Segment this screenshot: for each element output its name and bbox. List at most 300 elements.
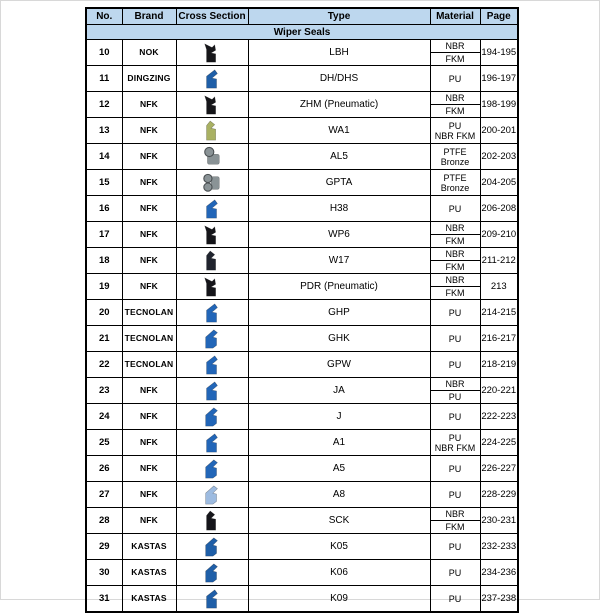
cell-page xyxy=(480,300,518,326)
material-value: PU xyxy=(448,359,462,370)
page-range: 200-201 xyxy=(481,125,517,136)
cell-type xyxy=(248,326,430,352)
seal-cross-section-icon xyxy=(177,326,248,351)
page-range: 237-238 xyxy=(481,593,517,604)
row-number: 29 xyxy=(98,541,110,552)
cell-cross-section xyxy=(176,586,248,613)
material-value: Bronze xyxy=(440,156,470,167)
cell-type xyxy=(248,144,430,170)
cell-brand xyxy=(122,508,176,534)
cell-no xyxy=(86,534,122,560)
material-value: NBR xyxy=(445,249,465,259)
cell-cross-section xyxy=(176,40,248,66)
row-number: 19 xyxy=(98,281,110,292)
type-label: W17 xyxy=(328,255,350,266)
cell-material xyxy=(430,482,480,508)
wiper-seals-table xyxy=(85,7,519,613)
type-label: AL5 xyxy=(330,151,348,162)
cell-cross-section xyxy=(176,326,248,352)
material-value: PU xyxy=(448,333,462,344)
cell-page xyxy=(480,326,518,352)
cell-no xyxy=(86,482,122,508)
type-label: A5 xyxy=(332,463,346,474)
cell-page xyxy=(480,92,518,118)
table-row xyxy=(86,118,518,144)
type-label: K05 xyxy=(330,541,348,552)
cell-material xyxy=(430,40,480,66)
cell-type xyxy=(248,300,430,326)
cell-cross-section xyxy=(176,352,248,378)
page-range: 198-199 xyxy=(481,99,517,110)
cell-type xyxy=(248,170,430,196)
seal-cross-section-icon xyxy=(177,560,248,585)
cell-page xyxy=(480,482,518,508)
row-number: 27 xyxy=(98,489,110,500)
cell-cross-section xyxy=(176,274,248,300)
cell-brand xyxy=(122,404,176,430)
cell-no xyxy=(86,560,122,586)
cell-no xyxy=(86,66,122,92)
material-split-cell xyxy=(431,508,480,533)
material-value: FKM xyxy=(431,234,480,247)
material-value: PU xyxy=(431,390,480,403)
type-label: DH/DHS xyxy=(319,73,359,84)
material-value: NBR xyxy=(445,223,465,233)
cell-cross-section xyxy=(176,248,248,274)
cell-page xyxy=(480,560,518,586)
material-value: PU xyxy=(448,541,462,552)
cell-cross-section xyxy=(176,508,248,534)
cell-type xyxy=(248,560,430,586)
cell-no xyxy=(86,144,122,170)
seal-cross-section-icon xyxy=(177,248,248,273)
seal-cross-section-icon xyxy=(177,482,248,507)
cell-type xyxy=(248,40,430,66)
row-number: 17 xyxy=(98,229,110,240)
cell-no xyxy=(86,196,122,222)
cell-type xyxy=(248,456,430,482)
cell-material xyxy=(430,430,480,456)
material-cell xyxy=(431,430,480,455)
type-label: GHK xyxy=(328,333,350,344)
row-number: 25 xyxy=(98,437,110,448)
cell-no xyxy=(86,248,122,274)
brand-label: NFK xyxy=(139,99,159,109)
material-value: NBR xyxy=(445,93,465,103)
cell-page xyxy=(480,40,518,66)
page-range: 209-210 xyxy=(481,229,517,240)
cell-page xyxy=(480,508,518,534)
cell-material xyxy=(430,456,480,482)
table-row xyxy=(86,482,518,508)
material-cell xyxy=(431,118,480,143)
table-row xyxy=(86,196,518,222)
page-range: 213 xyxy=(490,281,507,292)
row-number: 28 xyxy=(98,515,110,526)
cell-no xyxy=(86,456,122,482)
type-label: A1 xyxy=(332,437,346,448)
seal-cross-section-icon xyxy=(177,378,248,403)
cell-material xyxy=(430,118,480,144)
page-range: 214-215 xyxy=(481,307,517,318)
type-label: JA xyxy=(333,385,345,396)
cell-cross-section xyxy=(176,170,248,196)
cell-material xyxy=(430,274,480,300)
material-value: NBR FKM xyxy=(434,442,476,453)
table-row xyxy=(86,456,518,482)
cell-no xyxy=(86,222,122,248)
table-row xyxy=(86,352,518,378)
brand-label: NFK xyxy=(139,255,159,265)
material-cell xyxy=(431,300,480,325)
cell-type xyxy=(248,66,430,92)
row-number: 18 xyxy=(98,255,110,266)
page-range: 234-236 xyxy=(481,567,517,578)
material-cell xyxy=(431,196,480,221)
material-value: PTFE xyxy=(443,146,467,157)
row-number: 10 xyxy=(98,47,110,58)
seal-cross-section-icon xyxy=(177,118,248,143)
cell-brand xyxy=(122,196,176,222)
seal-cross-section-icon xyxy=(177,222,248,247)
row-number: 24 xyxy=(98,411,110,422)
cell-brand xyxy=(122,248,176,274)
cell-cross-section xyxy=(176,144,248,170)
cell-cross-section xyxy=(176,404,248,430)
cell-brand xyxy=(122,378,176,404)
cell-type xyxy=(248,586,430,613)
table-row xyxy=(86,300,518,326)
table-row xyxy=(86,404,518,430)
seal-cross-section-icon xyxy=(177,352,248,377)
material-value: PU xyxy=(448,567,462,578)
row-number: 23 xyxy=(98,385,110,396)
cell-no xyxy=(86,378,122,404)
brand-label: KASTAS xyxy=(131,593,167,603)
cell-brand xyxy=(122,118,176,144)
cell-type xyxy=(248,196,430,222)
column-header-no: No. xyxy=(86,8,122,25)
material-split-cell xyxy=(431,222,480,247)
row-number: 31 xyxy=(98,593,110,604)
cell-no xyxy=(86,508,122,534)
material-value: Bronze xyxy=(440,182,470,193)
cell-page xyxy=(480,534,518,560)
cell-brand xyxy=(122,534,176,560)
brand-label: DINGZING xyxy=(127,73,171,83)
cell-no xyxy=(86,92,122,118)
material-value: PU xyxy=(448,307,462,318)
cell-no xyxy=(86,274,122,300)
cell-material xyxy=(430,66,480,92)
type-label: SCK xyxy=(328,515,350,526)
cell-no xyxy=(86,300,122,326)
cell-page xyxy=(480,586,518,613)
cell-brand xyxy=(122,326,176,352)
cell-material xyxy=(430,378,480,404)
brand-label: NFK xyxy=(139,203,159,213)
page-range: 204-205 xyxy=(481,177,517,188)
type-label: LBH xyxy=(329,47,349,58)
cell-page xyxy=(480,378,518,404)
cell-cross-section xyxy=(176,378,248,404)
table-header xyxy=(86,8,518,40)
cell-material xyxy=(430,560,480,586)
brand-label: NFK xyxy=(139,281,159,291)
cell-brand xyxy=(122,430,176,456)
cell-brand xyxy=(122,144,176,170)
cell-brand xyxy=(122,586,176,613)
cell-page xyxy=(480,248,518,274)
material-value: PU xyxy=(448,593,462,604)
seal-cross-section-icon xyxy=(177,508,248,533)
cell-type xyxy=(248,404,430,430)
material-split-cell xyxy=(431,92,480,117)
cell-brand xyxy=(122,40,176,66)
cell-page xyxy=(480,170,518,196)
cell-brand xyxy=(122,222,176,248)
brand-label: NFK xyxy=(139,515,159,525)
cell-material xyxy=(430,92,480,118)
row-number: 20 xyxy=(98,307,110,318)
material-cell xyxy=(431,144,480,169)
cell-no xyxy=(86,586,122,613)
table-row xyxy=(86,40,518,66)
brand-label: NOK xyxy=(139,47,159,57)
type-label: K06 xyxy=(330,567,348,578)
cell-brand xyxy=(122,274,176,300)
material-cell xyxy=(431,326,480,351)
cell-type xyxy=(248,508,430,534)
material-value: FKM xyxy=(431,520,480,533)
seal-cross-section-icon xyxy=(177,170,248,195)
table-row xyxy=(86,508,518,534)
cell-page xyxy=(480,404,518,430)
cell-material xyxy=(430,404,480,430)
page-range: 218-219 xyxy=(481,359,517,370)
material-value: NBR xyxy=(445,379,465,389)
cell-type xyxy=(248,534,430,560)
type-label: K09 xyxy=(330,593,348,604)
table-row xyxy=(86,66,518,92)
material-value: PU xyxy=(448,120,462,131)
material-value: PU xyxy=(448,463,462,474)
page-range: 224-225 xyxy=(481,437,517,448)
type-label: GPTA xyxy=(325,177,353,188)
page-range: 206-208 xyxy=(481,203,517,214)
material-cell xyxy=(431,404,480,429)
header-row xyxy=(86,8,518,25)
cell-cross-section xyxy=(176,534,248,560)
table-row xyxy=(86,586,518,613)
cell-material xyxy=(430,248,480,274)
brand-label: NFK xyxy=(139,489,159,499)
page-range: 194-195 xyxy=(481,47,517,58)
type-label: A8 xyxy=(332,489,346,500)
material-value: PTFE xyxy=(443,172,467,183)
table-row xyxy=(86,560,518,586)
page-range: 230-231 xyxy=(481,515,517,526)
cell-page xyxy=(480,456,518,482)
brand-label: NFK xyxy=(139,411,159,421)
page-range: 228-229 xyxy=(481,489,517,500)
material-value: FKM xyxy=(431,286,480,299)
cell-page xyxy=(480,430,518,456)
cell-no xyxy=(86,326,122,352)
cell-type xyxy=(248,482,430,508)
page-range: 220-221 xyxy=(481,385,517,396)
cell-cross-section xyxy=(176,560,248,586)
row-number: 12 xyxy=(98,99,110,110)
material-cell xyxy=(431,482,480,507)
column-header-type: Type xyxy=(248,8,430,25)
type-label: ZHM (Pneumatic) xyxy=(299,99,379,110)
row-number: 14 xyxy=(98,151,110,162)
cell-page xyxy=(480,352,518,378)
material-value: NBR xyxy=(445,41,465,51)
type-label: GHP xyxy=(328,307,350,318)
seal-cross-section-icon xyxy=(177,40,248,65)
row-number: 26 xyxy=(98,463,110,474)
material-cell xyxy=(431,456,480,481)
type-label: H38 xyxy=(329,203,349,214)
table-row xyxy=(86,170,518,196)
type-label: WP6 xyxy=(328,229,350,240)
cell-type xyxy=(248,222,430,248)
cell-type xyxy=(248,274,430,300)
cell-material xyxy=(430,170,480,196)
seal-cross-section-icon xyxy=(177,430,248,455)
material-cell xyxy=(431,560,480,585)
row-number: 22 xyxy=(98,359,110,370)
material-split-cell xyxy=(431,248,480,273)
brand-label: NFK xyxy=(139,385,159,395)
cell-cross-section xyxy=(176,456,248,482)
brand-label: NFK xyxy=(139,177,159,187)
material-split-cell xyxy=(431,378,480,403)
brand-label: KASTAS xyxy=(131,567,167,577)
cell-page xyxy=(480,144,518,170)
column-header-cross-section: Cross Section xyxy=(176,8,248,25)
page-range: 232-233 xyxy=(481,541,517,552)
column-header-page: Page xyxy=(480,8,518,25)
seal-cross-section-icon xyxy=(177,274,248,299)
cell-material xyxy=(430,352,480,378)
cell-material xyxy=(430,326,480,352)
seal-cross-section-icon xyxy=(177,300,248,325)
seal-cross-section-icon xyxy=(177,92,248,117)
seal-cross-section-icon xyxy=(177,456,248,481)
material-split-cell xyxy=(431,274,480,299)
brand-label: KASTAS xyxy=(131,541,167,551)
section-title: Wiper Seals xyxy=(86,25,518,40)
cell-brand xyxy=(122,300,176,326)
brand-label: NFK xyxy=(139,125,159,135)
cell-brand xyxy=(122,560,176,586)
material-cell xyxy=(431,586,480,611)
brand-label: TECNOLAN xyxy=(124,359,174,369)
brand-label: TECNOLAN xyxy=(124,333,174,343)
cell-no xyxy=(86,40,122,66)
seal-cross-section-icon xyxy=(177,586,248,611)
material-cell xyxy=(431,352,480,377)
brand-label: TECNOLAN xyxy=(124,307,174,317)
material-value: PU xyxy=(448,489,462,500)
cell-no xyxy=(86,170,122,196)
brand-label: NFK xyxy=(139,437,159,447)
row-number: 13 xyxy=(98,125,110,136)
cell-page xyxy=(480,196,518,222)
cell-page xyxy=(480,274,518,300)
cell-brand xyxy=(122,92,176,118)
seal-cross-section-icon xyxy=(177,196,248,221)
cell-cross-section xyxy=(176,482,248,508)
cell-material xyxy=(430,586,480,613)
table-row xyxy=(86,534,518,560)
table-row xyxy=(86,430,518,456)
cell-no xyxy=(86,352,122,378)
material-value: PU xyxy=(448,411,462,422)
page-range: 196-197 xyxy=(481,73,517,84)
seal-cross-section-icon xyxy=(177,534,248,559)
material-value: NBR FKM xyxy=(434,130,476,141)
cell-cross-section xyxy=(176,300,248,326)
seal-cross-section-icon xyxy=(177,66,248,91)
table-row xyxy=(86,248,518,274)
cell-material xyxy=(430,508,480,534)
material-value: FKM xyxy=(431,52,480,65)
row-number: 16 xyxy=(98,203,110,214)
table-row xyxy=(86,92,518,118)
cell-cross-section xyxy=(176,92,248,118)
table-row xyxy=(86,274,518,300)
cell-brand xyxy=(122,482,176,508)
type-label: GPW xyxy=(327,359,351,370)
table-row xyxy=(86,326,518,352)
cell-cross-section xyxy=(176,196,248,222)
cell-material xyxy=(430,196,480,222)
material-cell xyxy=(431,170,480,195)
type-label: J xyxy=(336,411,342,422)
page-range: 222-223 xyxy=(481,411,517,422)
cell-material xyxy=(430,534,480,560)
cell-no xyxy=(86,430,122,456)
material-value: PU xyxy=(448,203,462,214)
row-number: 21 xyxy=(98,333,110,344)
material-value: PU xyxy=(448,432,462,443)
page-range: 226-227 xyxy=(481,463,517,474)
cell-type xyxy=(248,430,430,456)
row-number: 15 xyxy=(98,177,110,188)
material-split-cell xyxy=(431,40,480,65)
brand-label: NFK xyxy=(139,463,159,473)
cell-cross-section xyxy=(176,430,248,456)
cell-no xyxy=(86,118,122,144)
cell-brand xyxy=(122,66,176,92)
cell-type xyxy=(248,248,430,274)
cell-cross-section xyxy=(176,118,248,144)
column-header-material: Material xyxy=(430,8,480,25)
material-value: FKM xyxy=(431,104,480,117)
cell-brand xyxy=(122,456,176,482)
cell-page xyxy=(480,222,518,248)
row-number: 11 xyxy=(99,73,110,84)
cell-page xyxy=(480,118,518,144)
table-body xyxy=(86,40,518,613)
material-cell xyxy=(431,66,480,91)
cell-type xyxy=(248,118,430,144)
material-value: NBR xyxy=(445,275,465,285)
